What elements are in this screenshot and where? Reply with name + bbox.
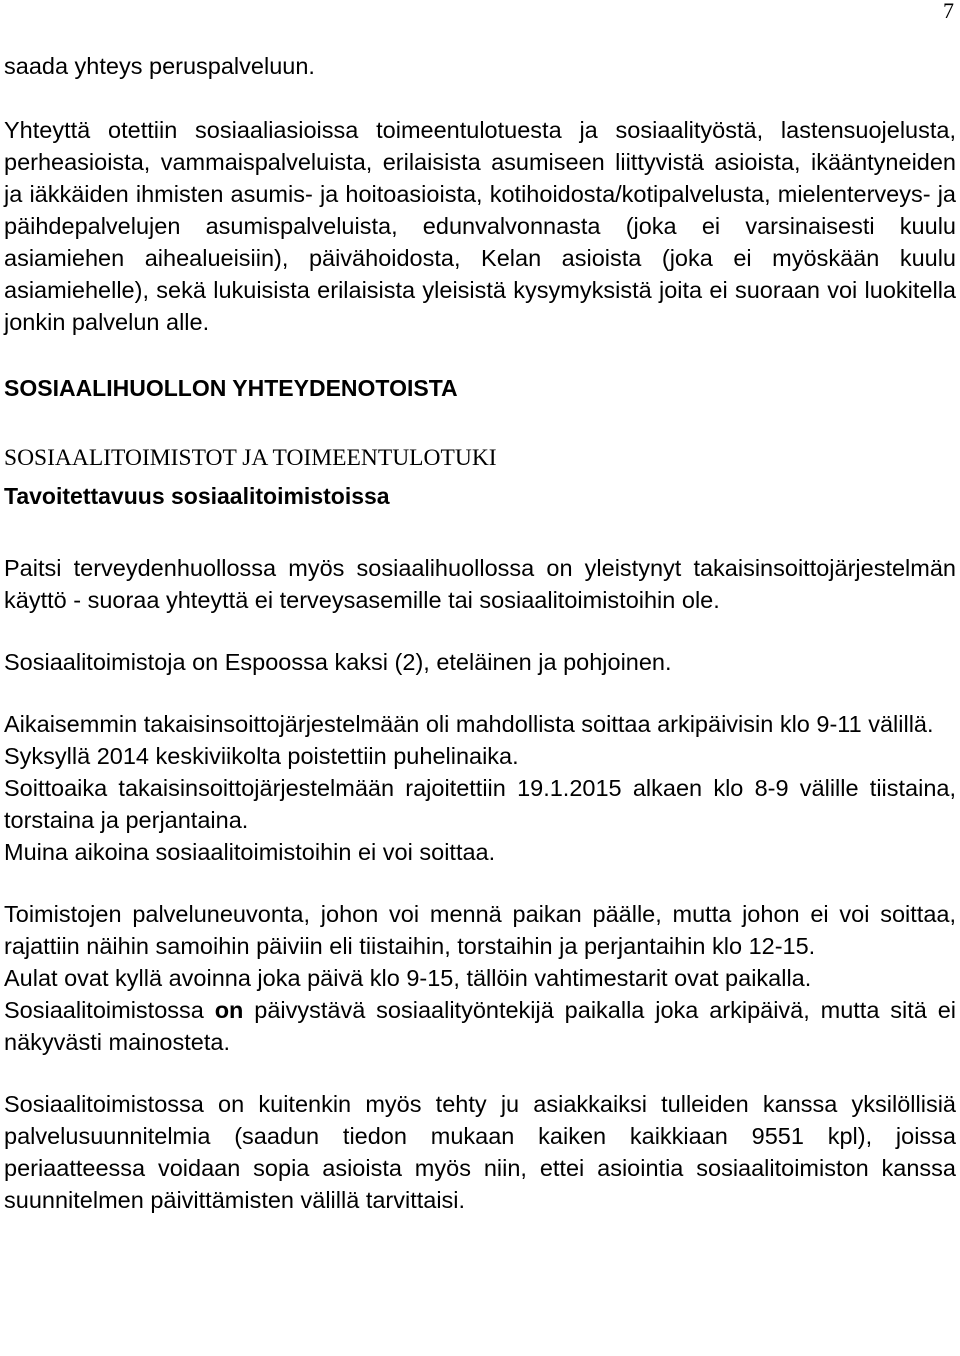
contact-topics-paragraph: Yhteyttä otettiin sosiaaliasioissa toimeentulotuesta ja sosiaalityöstä, lastensuojelusta, perheasioista, vammaispalveluista, erilaisista asumiseen liittyvistä asioista, ikääntyneiden ja iäkkäiden ihmisten asumis- ja hoitoasioista, kotihoidosta/kotipalvelusta, mielenterveys- ja päihdepalvelujen asumispalveluista, edunvalvonnasta (joka ei varsinaisesti kuulu asiamiehen aihealueisiin), päivähoidosta, Kelan asioista (joka ei myöskään kuulu asiamiehelle), sekä lukuisista erilaisista yleisistä kysymyksistä joita ei suoraan voi luokitella jonkin palvelun alle. [4, 117, 956, 335]
lobbies-paragraph: Aulat ovat kyllä avoinna joka päivä klo 9-15, tällöin vahtimestarit ovat paikalla. [4, 965, 812, 991]
service-block [4, 898, 956, 1058]
call-time-paragraph: Soittoaika takaisinsoittojärjestelmään rajoitettiin 19.1.2015 alkaen klo 8-9 välille tiistaina, torstaina ja perjantaina. [4, 775, 956, 833]
callback-paragraph: Paitsi terveydenhuollossa myös sosiaalihuollossa on yleistynyt takaisinsoittojärjestelmän käyttö - suoraa yhteyttä ei terveysasemille tai sosiaalitoimistoihin ole. [4, 555, 956, 613]
main-heading: SOSIAALIHUOLLON YHTEYDENOTOISTA [4, 375, 458, 401]
intro-line: saada yhteys peruspalveluun. [4, 53, 315, 79]
other-times-paragraph: Muina aikoina sosiaalitoimistoihin ei voi soittaa. [4, 839, 496, 865]
document-body [4, 50, 956, 1216]
duty-text-before: Sosiaalitoimistossa [4, 997, 204, 1023]
section-heading: Tavoitettavuus sosiaalitoimistoissa [4, 483, 390, 509]
autumn-change-paragraph: Syksyllä 2014 keskiviikolta poistettiin puhelinaika. [4, 743, 519, 769]
service-plans-paragraph: Sosiaalitoimistossa on kuitenkin myös tehty ju asiakkaiksi tulleiden kanssa yksilöllisiä palvelusuunnitelmia (saadun tiedon mukaan kaiken kaikkiaan 9551 kpl), joissa periaatteessa voidaan sopia asioista myös niin, ettei asiointia sosiaalitoimiston kanssa suunnitelmen päivittämisten välillä tarvittaisi. [4, 1091, 956, 1213]
previous-hours-paragraph: Aikaisemmin takaisinsoittojärjestelmään oli mahdollista soittaa arkipäivisin klo 9-11 välillä. [4, 711, 934, 737]
duty-worker-paragraph [4, 994, 956, 1058]
page-number: 7 [943, 0, 954, 23]
duty-text-after: päivystävä sosiaalityöntekijä paikalla joka arkipäivä, mutta sitä ei näkyvästi mainosteta. [4, 997, 956, 1055]
phone-hours-block [4, 708, 956, 868]
offices-paragraph: Sosiaalitoimistoja on Espoossa kaksi (2), eteläinen ja pohjoinen. [4, 649, 672, 675]
sub-heading: SOSIAALITOIMISTOT JA TOIMEENTULOTUKI [4, 445, 497, 471]
duty-text-bold: on [214, 997, 244, 1023]
service-desk-paragraph: Toimistojen palveluneuvonta, johon voi mennä paikan päälle, mutta johon ei voi soittaa, rajattiin näihin samoihin päiviin eli tiistaihin, torstaihin ja perjantaihin klo 12-15. [4, 901, 956, 959]
